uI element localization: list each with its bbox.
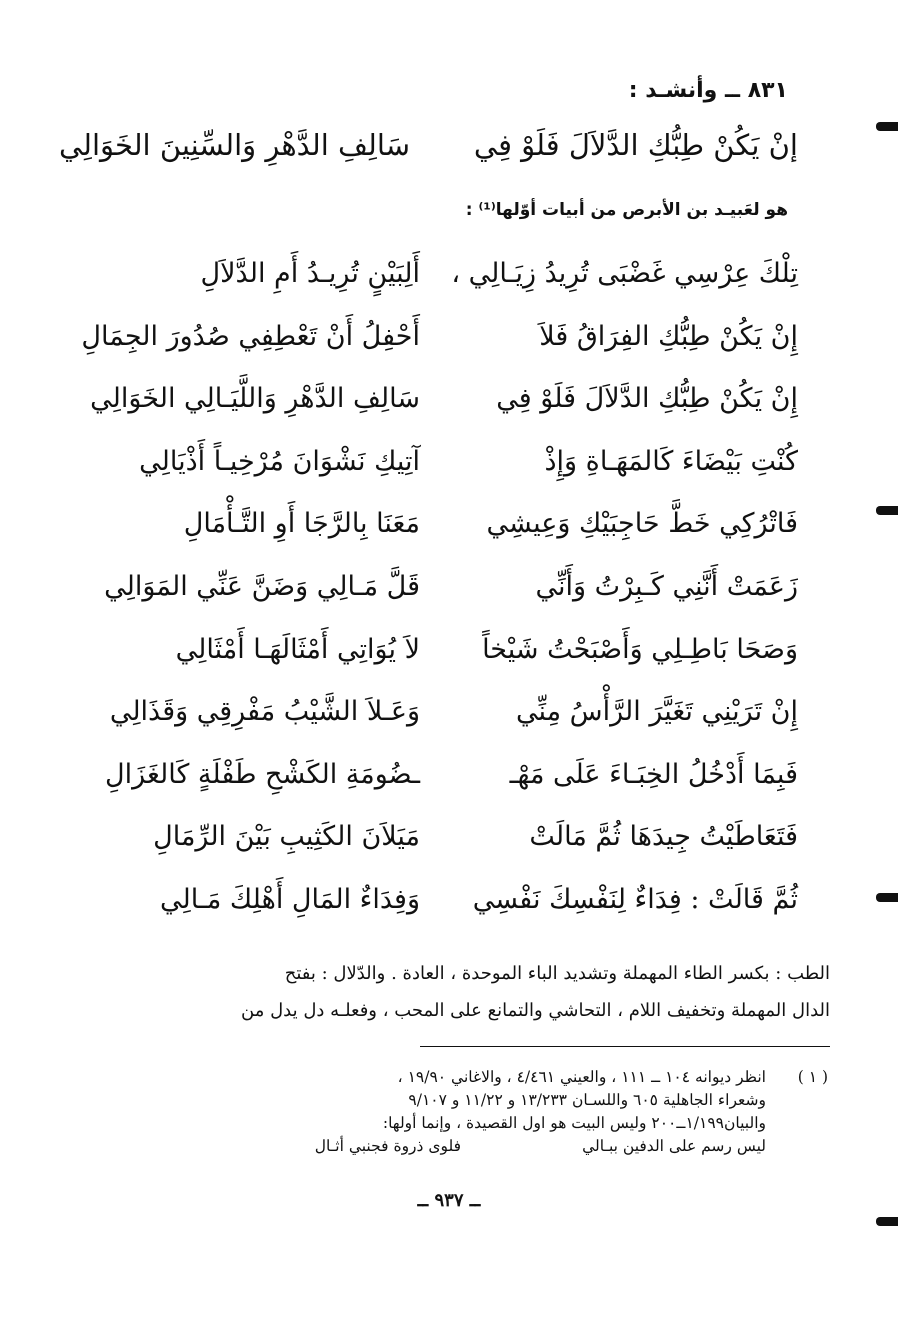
poem-block <box>80 258 808 947</box>
verse-first-hemistich: إِنْ يَكُنْ طِبُّكِ الدَّلاَلَ فَلَوْ فِي <box>496 383 798 415</box>
poem-verse <box>80 759 808 822</box>
poem-verse <box>80 696 808 759</box>
binding-edge-mark <box>876 893 898 902</box>
attribution-line: هو لعَبيـد بن الأبرص من أبيات أوّلها⁽¹⁾ : <box>465 200 788 220</box>
footnote-number: ( ١ ) <box>797 1068 828 1086</box>
poem-verse <box>80 258 808 321</box>
cited-verse-second-hemistich: فلوى ذروة فجنبي أثـال <box>314 1137 462 1155</box>
gloss-line: الطب : بكسر الطاء المهملة وتشديد الباء الموحدة ، العادة . والدّلال : بفتح <box>284 963 830 984</box>
poem-verse <box>80 321 808 384</box>
cited-verse-first-hemistich: ليس رسم على الدفين ببـالي <box>582 1137 766 1155</box>
poem-verse <box>80 508 808 571</box>
verse-first-hemistich: إِنْ تَرَيْنِي تَغَيَّرَ الرَّأْسُ مِنِّي <box>515 696 798 728</box>
footnote-cited-verse <box>80 1135 766 1158</box>
verse-second-hemistich: سَالِفِ الدَّهْرِ وَاللَّيَـالِي الخَوَالِي <box>90 383 420 415</box>
footnote-line: وشعراء الجاهلية ٦٠٥ واللسـان ١٣/٢٣٣ و ١١/٢٢ و ٩/١٠٧ <box>408 1091 766 1109</box>
poem-verse <box>80 571 808 634</box>
verse-first-hemistich: ثُمَّ قَالَتْ : فِدَاءٌ لِنَفْسِكَ نَفْسِي <box>472 883 798 915</box>
main-verse <box>58 128 798 178</box>
poem-verse <box>80 446 808 509</box>
gloss-line: الدال المهملة وتخفيف اللام ، التحاشي والتمانع على المحب ، وفعلـه دل يدل من <box>241 1000 830 1021</box>
main-verse-second-hemistich: سَالِفِ الدَّهْرِ وَالسِّنِينَ الخَوَالِي <box>58 128 410 162</box>
poem-verse <box>80 821 808 884</box>
verse-first-hemistich: إِنْ يَكُنْ طِبُّكِ الفِرَاقُ فَلاَ <box>539 320 798 352</box>
verse-second-hemistich: آتِيكِ نَشْوَانَ مُرْخِيـاً أَذْيَالِي <box>139 445 420 477</box>
poem-verse <box>80 634 808 697</box>
verse-second-hemistich: قَلَّ مَـالِي وَضَنَّ عَنِّي المَوَالِي <box>104 570 420 602</box>
verse-second-hemistich: مَيَلاَنَ الكَثِيبِ بَيْنَ الرِّمَالِ <box>153 821 420 853</box>
verse-second-hemistich: أَحْفِلُ أَنْ تَعْطِفِي صُدُورَ الجِمَالِ <box>81 320 420 352</box>
gloss-paragraph <box>80 955 830 1029</box>
verse-first-hemistich: تِلْكَ عِرْسِي غَضْبَى تُرِيدُ زِيَـالِي ، <box>451 258 798 289</box>
verse-second-hemistich: ـضُومَةِ الكَشْحِ طَفْلَةٍ كَالغَزَالِ <box>104 758 420 790</box>
verse-first-hemistich: فَاتْرُكِي خَطَّ حَاجِبَيْكِ وَعِيشِي <box>486 508 798 540</box>
verse-first-hemistich: فَتَعَاطَيْتُ جِيدَهَا ثُمَّ مَالَتْ <box>529 821 798 853</box>
footnote-line: والبيان١/١٩٩ــ٢٠٠ وليس البيت هو اول القصيدة ، وإنما أولها: <box>382 1114 766 1132</box>
footnote-line: انظر ديوانه ١٠٤ ــ ١١١ ، والعيني ٤/٤٦١ ، والاغاني ١٩/٩٠ ، <box>397 1068 766 1086</box>
verse-first-hemistich: كُنْتِ بَيْضَاءَ كَالمَهَـاةِ وَإِذْ <box>544 445 798 477</box>
footnote-row <box>80 1066 828 1089</box>
binding-edge-mark <box>876 506 898 515</box>
verse-first-hemistich: فَبِمَا أَدْخُلُ الخِبَـاءَ عَلَى مَهْـ <box>509 758 798 790</box>
verse-first-hemistich: وَصَحَا بَاطِـلِي وَأَصْبَحْتُ شَيْخاً <box>482 633 798 665</box>
footnote-block <box>80 1066 828 1158</box>
binding-edge-mark <box>876 122 898 131</box>
binding-edge-mark <box>876 1217 898 1226</box>
page-number: ــ ٩٣٧ ــ <box>417 1190 481 1211</box>
footnote-divider <box>420 1046 830 1047</box>
poem-verse <box>80 383 808 446</box>
verse-first-hemistich: زَعَمَتْ أَنَّنِي كَـبِرْتُ وَأَنِّي <box>535 570 798 602</box>
verse-second-hemistich: لاَ يُوَاتِي أَمْثَالَهَـا أَمْثَالِي <box>175 633 420 665</box>
entry-heading: ٨٣١ ــ وأنشـد : <box>628 78 788 103</box>
verse-second-hemistich: مَعَنَا بِالرَّجَا أَوِ التَّـأْمَالِ <box>183 508 420 540</box>
main-verse-first-hemistich: إنْ يَكُنْ طِبُّكِ الدَّلاَلَ فَلَوْ فِي <box>473 128 798 162</box>
verse-second-hemistich: وَعَـلاَ الشَّيْبُ مَفْرِقِي وَقَذَالِي <box>109 696 420 728</box>
verse-second-hemistich: وَفِدَاءٌ المَالِ أَهْلِكَ مَـالِي <box>159 883 420 915</box>
verse-second-hemistich: أَلِبَيْنٍ تُرِيـدُ أَمِ الدَّلاَلِ <box>200 258 420 289</box>
poem-verse <box>80 884 808 947</box>
